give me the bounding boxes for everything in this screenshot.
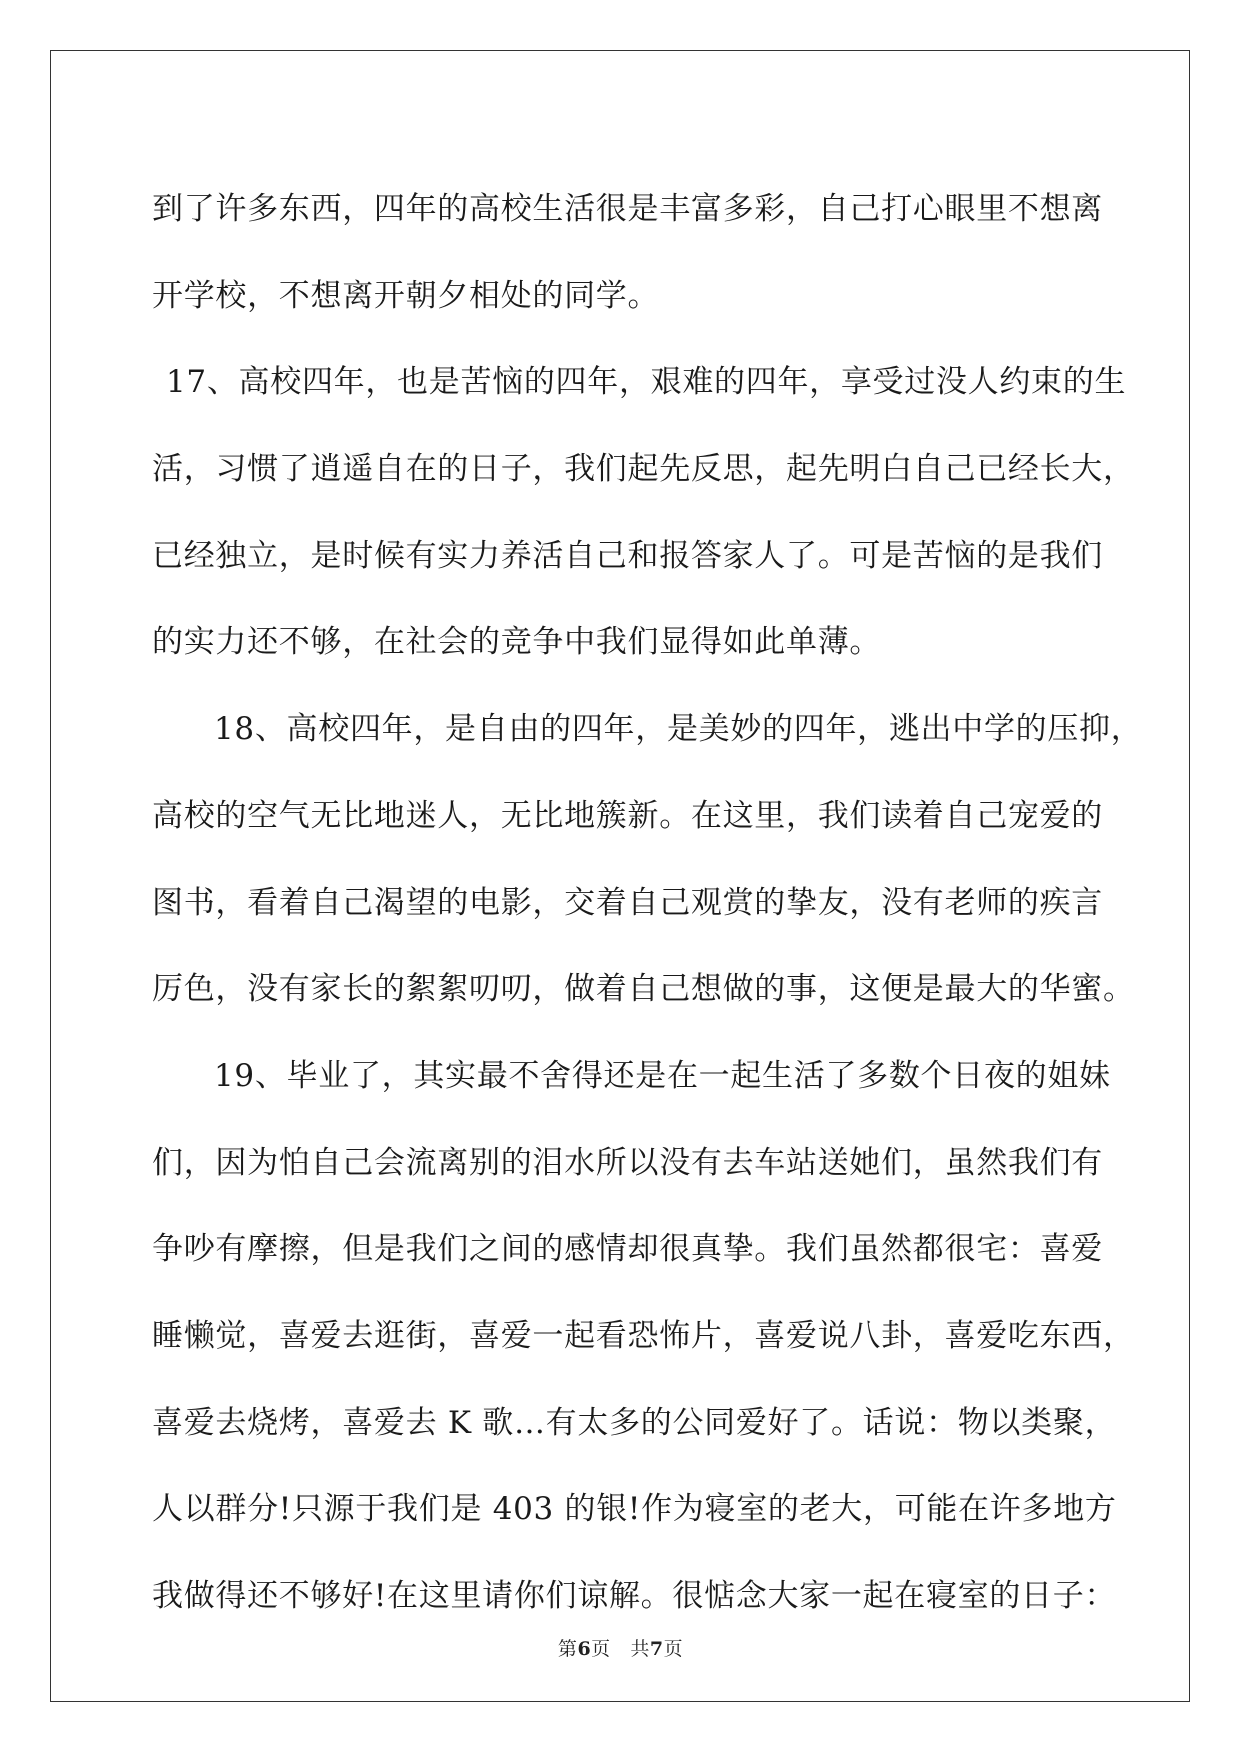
page-current: 6 (577, 1638, 592, 1660)
text-line: 19、毕业了，其实最不舍得还是在一起生活了多数个日夜的姐妹 (214, 1057, 1111, 1094)
page-suffix: 页 (591, 1638, 611, 1660)
text-line: 睡懒觉，喜爱去逛街，喜爱一起看恐怖片，喜爱说八卦，喜爱吃东西， (152, 1317, 1135, 1354)
text-line: 已经独立，是时候有实力养活自己和报答家人了。可是苦恼的是我们 (152, 537, 1103, 574)
text-line: 人以群分!只源于我们是 403 的银!作为寝室的老大，可能在许多地方 (152, 1491, 1117, 1528)
total-suffix: 页 (663, 1638, 684, 1660)
text-line: 厉色，没有家长的絮絮叨叨，做着自己想做的事，这便是最大的华蜜。 (152, 971, 1135, 1008)
page-footer (0, 1634, 1241, 1661)
text-line: 高校的空气无比地迷人，无比地簇新。在这里，我们读着自己宠爱的 (152, 797, 1103, 834)
page-prefix: 第 (557, 1638, 578, 1660)
document-body (152, 166, 1143, 1640)
text-line: 争吵有摩擦，但是我们之间的感情却很真挚。我们虽然都很宅：喜爱 (152, 1231, 1103, 1268)
text-line: 18、高校四年，是自由的四年，是美妙的四年，逃出中学的压抑， (214, 711, 1143, 748)
text-line: 17、高校四年，也是苦恼的四年，艰难的四年，享受过没人约束的生 (166, 364, 1127, 401)
text-line: 我做得还不够好!在这里请你们谅解。很惦念大家一起在寝室的日子： (152, 1578, 1117, 1614)
text-line: 活，习惯了逍遥自在的日子，我们起先反思，起先明白自己已经长大， (152, 451, 1135, 488)
page-total: 7 (649, 1638, 664, 1660)
total-prefix: 共 (630, 1638, 650, 1660)
text-line: 的实力还不够，在社会的竞争中我们显得如此单薄。 (152, 624, 882, 661)
text-line: 喜爱去烧烤，喜爱去 K 歌…有太多的公同爱好了。话说：物以类聚， (152, 1404, 1117, 1441)
text-line: 图书，看着自己渴望的电影，交着自己观赏的挚友，没有老师的疾言 (152, 884, 1103, 921)
text-line: 到了许多东西，四年的高校生活很是丰富多彩，自己打心眼里不想离 (152, 191, 1103, 227)
text-line: 开学校，不想离开朝夕相处的同学。 (152, 277, 660, 314)
text-line: 们，因为怕自己会流离别的泪水所以没有去车站送她们，虽然我们有 (152, 1144, 1103, 1181)
